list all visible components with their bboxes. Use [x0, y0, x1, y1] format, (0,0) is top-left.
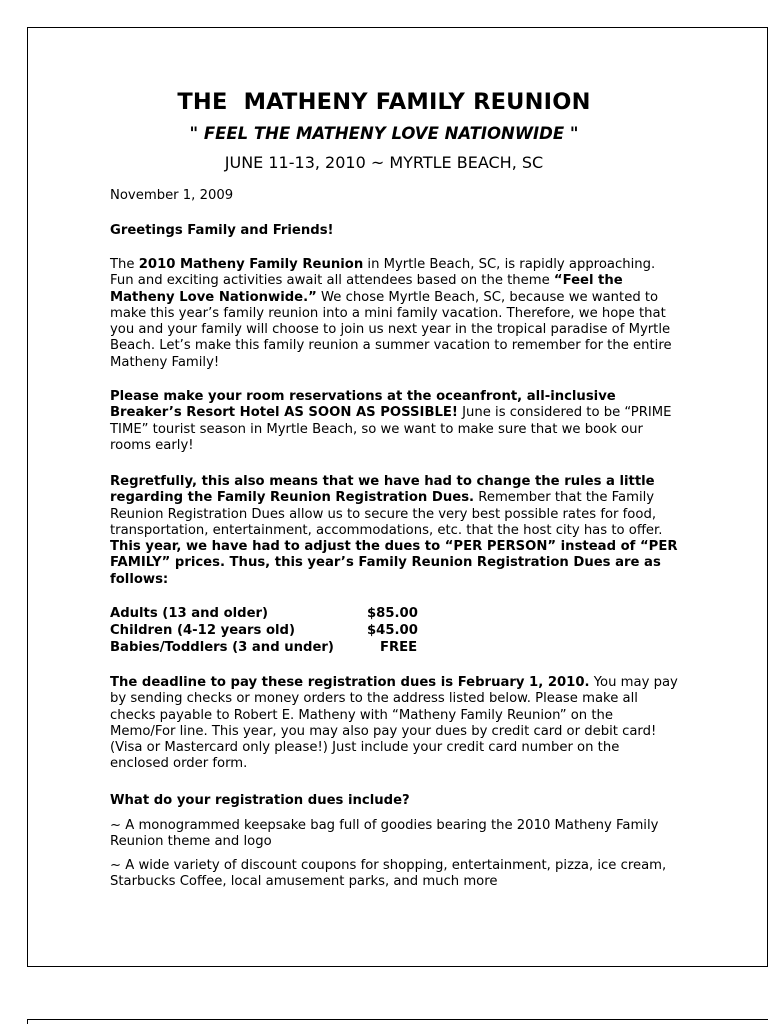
- dues-amount: $85.00: [367, 606, 418, 621]
- letter-date: November 1, 2009: [110, 188, 234, 203]
- slogan: [28, 124, 740, 143]
- paragraph-reservations: Please make your room reservations at the oceanfront, all-inclusive Breaker’s Resort Hotel AS SOON AS POSSIBLE! June is considered to be “PRIME TIME” tourist season in Myrtle Beach, so we want to make sure that we book our rooms early!: [110, 389, 672, 453]
- paragraph-intro: The 2010 Matheny Family Reunion in Myrtle Beach, SC, is rapidly approaching. Fun and exciting activities await all attendees based on the theme “Feel the Matheny Love Nationwide.” We chose Myrtle Beach, SC, because we wanted to make this year’s family reunion into a mini family vacation. Therefore, we hope that you and your family will choose to join us next year in the tropical paradise of Myrtle Beach. Let’s make this family reunion a summer vacation to remember for the entire Matheny Family!: [110, 257, 672, 370]
- dues-label: Babies/Toddlers (3 and under): [110, 640, 334, 655]
- slogan-text: FEEL THE MATHENY LOVE NATIONWIDE: [203, 124, 565, 143]
- paragraph-deadline: The deadline to pay these registration dues is February 1, 2010. You may pay by sending checks or money orders to the address listed below. Please make all checks payable to Robert E. Matheny with “Matheny Family Reunion” on the Memo/For line. This year, you may also pay your dues by credit card or debit card! (Visa or Mastercard only please!) Just include your credit card number on the enclosed order form.: [110, 675, 678, 772]
- list-item: ~ A monogrammed keepsake bag full of goodies bearing the 2010 Matheny Family Reunion theme and logo: [110, 818, 659, 850]
- includes-heading: What do your registration dues include?: [110, 793, 410, 808]
- slogan-close-quote: ": [564, 124, 579, 143]
- dues-label: Children (4-12 years old): [110, 623, 296, 638]
- list-item: ~ A wide variety of discount coupons for shopping, entertainment, pizza, ice cream, Starbucks Coffee, local amusement parks, and much more: [110, 858, 667, 890]
- page-title: THE MATHENY FAMILY REUNION: [177, 89, 591, 115]
- dues-amount: $45.00: [367, 623, 418, 638]
- dues-amount: FREE: [380, 640, 418, 655]
- next-page-edge: [27, 1019, 768, 1024]
- dues-label: Adults (13 and older): [110, 606, 269, 621]
- slogan-open-quote: ": [189, 124, 204, 143]
- greeting: Greetings Family and Friends!: [110, 223, 334, 238]
- paragraph-dues-change: Regretfully, this also means that we have had to change the rules a little regarding the Family Reunion Registration Dues. Remember that the Family Reunion Registration Dues allow us to secure the very best possible rates for food, transportation, entertainment, accommodations, etc. that the host city has to offer. This year, we have had to adjust the dues to “PER PERSON” instead of “PER FAMILY” prices. Thus, this year’s Family Reunion Registration Dues are as follows:: [110, 474, 678, 587]
- event-date-location: JUNE 11-13, 2010 ~ MYRTLE BEACH, SC: [224, 153, 544, 172]
- letter-page: [27, 27, 768, 967]
